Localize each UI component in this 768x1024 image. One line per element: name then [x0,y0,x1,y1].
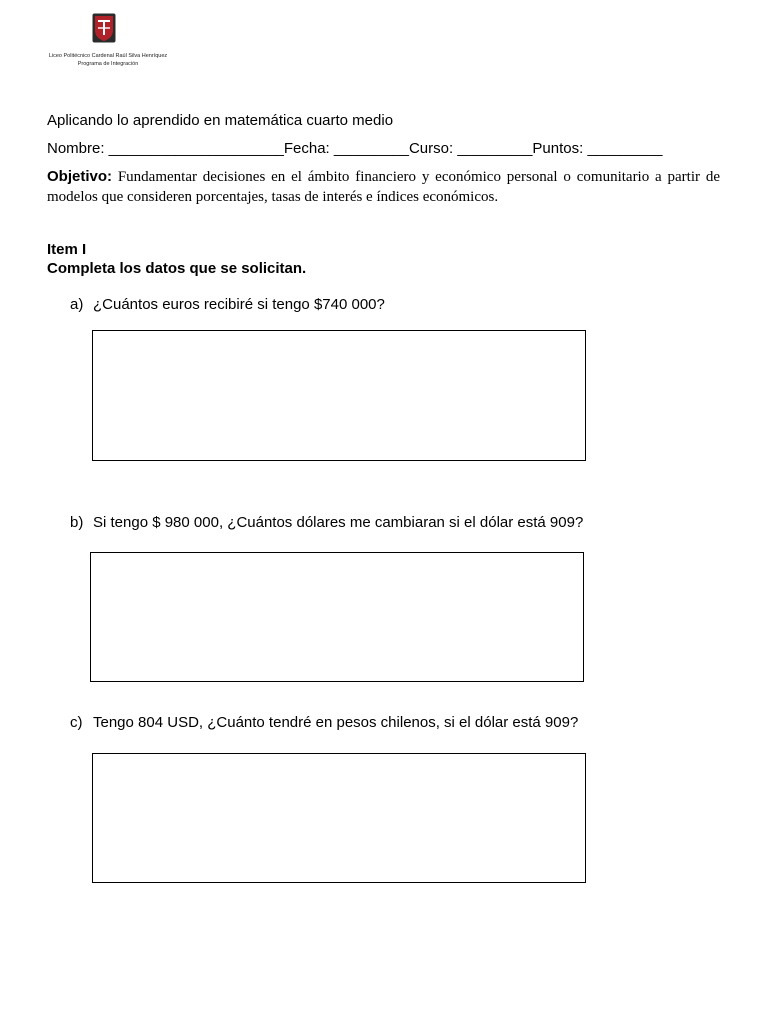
worksheet-title: Aplicando lo aprendido en matemática cuarto medio [47,112,394,129]
question-c [70,714,578,731]
answer-box-c[interactable] [92,753,586,883]
question-letter: a) [70,296,84,313]
answer-box-a[interactable] [92,330,586,461]
objective-text: Fundamentar decisiones en el ámbito financiero y económico personal o comunitario a partir de modelos que consideren porcentajes, tasas de interés e índices económicos. [47,169,720,205]
question-letter: c) [70,714,83,731]
question-text: ¿Cuántos euros recibiré si tengo $740 000? [93,296,385,313]
question-a [70,296,385,313]
school-program-line: Programa de Integración [77,61,139,67]
question-text: Si tengo $ 980 000, ¿Cuántos dólares me cambiaran si el dólar está 909? [93,514,584,531]
question-b [70,514,583,531]
question-letter: b) [70,514,84,531]
objective-label: Objetivo: [47,168,113,185]
item-instruction: Completa los datos que se solicitan. [47,260,307,277]
student-fields-line[interactable]: Nombre: _____________________Fecha: _________Curso: _________Puntos: _________ [47,140,663,157]
objective-paragraph [47,167,720,207]
answer-box-b[interactable] [90,552,584,682]
item-title: Item I [47,241,87,258]
question-text: Tengo 804 USD, ¿Cuánto tendré en pesos chilenos, si el dólar está 909? [93,714,579,731]
school-crest-icon [92,13,116,43]
school-name-line1: Liceo Politécnico Cardenal Raúl Silva Henríquez [48,53,168,59]
school-name [40,52,176,68]
